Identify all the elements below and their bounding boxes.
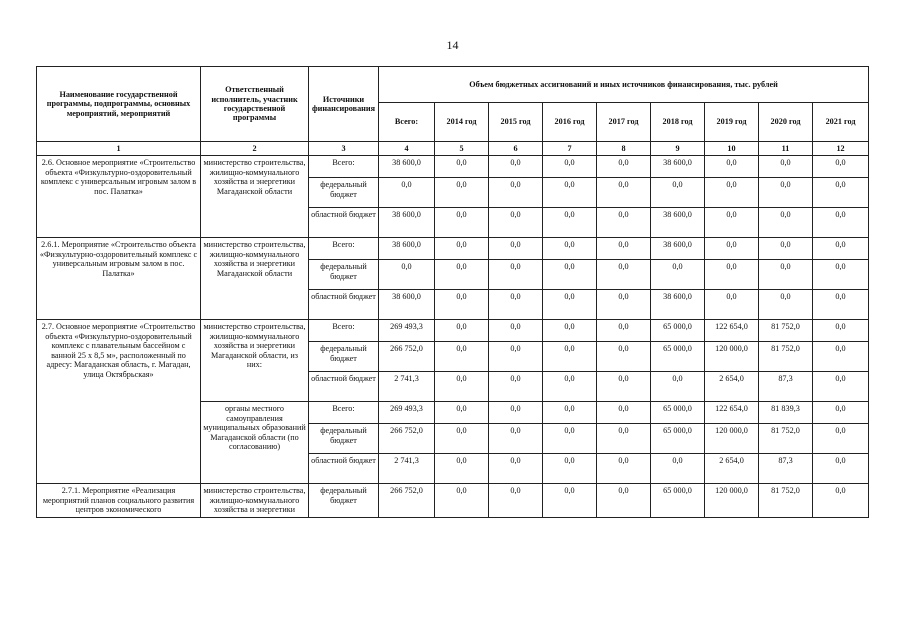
amount-cell: 0,0 xyxy=(813,424,869,454)
column-number: 7 xyxy=(543,142,597,156)
funding-source: федеральный бюджет xyxy=(309,424,379,454)
amount-cell: 0,0 xyxy=(597,290,651,320)
amount-cell: 65 000,0 xyxy=(651,424,705,454)
executor-name: министерство строительства, жилищно-коммунального хозяйства и энергетики Магаданской области xyxy=(201,238,309,320)
amount-cell: 0,0 xyxy=(543,402,597,424)
amount-cell: 0,0 xyxy=(813,260,869,290)
amount-cell: 0,0 xyxy=(597,238,651,260)
amount-cell: 0,0 xyxy=(543,260,597,290)
column-number: 12 xyxy=(813,142,869,156)
amount-cell: 269 493,3 xyxy=(379,402,435,424)
amount-cell: 0,0 xyxy=(489,208,543,238)
page-number: 14 xyxy=(446,38,459,52)
amount-cell: 0,0 xyxy=(813,290,869,320)
amount-cell: 0,0 xyxy=(489,342,543,372)
amount-cell: 269 493,3 xyxy=(379,320,435,342)
amount-cell: 0,0 xyxy=(597,178,651,208)
funding-source: Всего: xyxy=(309,402,379,424)
amount-cell: 0,0 xyxy=(597,156,651,178)
funding-source: Всего: xyxy=(309,238,379,260)
header-name: Наименование государственной программы, подпрограммы, основных мероприятий, мероприятий xyxy=(37,67,201,142)
amount-cell: 0,0 xyxy=(489,484,543,517)
amount-cell: 122 654,0 xyxy=(705,402,759,424)
amount-cell: 0,0 xyxy=(543,372,597,402)
funding-source: Всего: xyxy=(309,320,379,342)
column-number: 5 xyxy=(435,142,489,156)
amount-cell: 0,0 xyxy=(489,156,543,178)
column-number: 10 xyxy=(705,142,759,156)
funding-source: федеральный бюджет xyxy=(309,260,379,290)
activity-name: 2.7. Основное мероприятие «Строительство объекта «Физкультурно-оздоровительный комплекс с плавательным бассейном с ванной 25 х 8,5 м», расположенный по адресу: Магаданская область, г. Магадан, улица Октябрьская» xyxy=(37,320,201,484)
amount-cell: 0,0 xyxy=(543,424,597,454)
amount-cell: 0,0 xyxy=(759,156,813,178)
activity-name: 2.6. Основное мероприятие «Строительство объекта «Физкультурно-оздоровительный комплекс с универсальным игровым залом в пос. Палатка» xyxy=(37,156,201,238)
header-year: 2014 год xyxy=(435,103,489,142)
column-numbers-row xyxy=(37,142,869,156)
amount-cell: 2 654,0 xyxy=(705,454,759,484)
amount-cell: 0,0 xyxy=(651,372,705,402)
amount-cell: 0,0 xyxy=(489,424,543,454)
amount-cell: 0,0 xyxy=(435,290,489,320)
table-row xyxy=(37,484,869,517)
amount-cell: 38 600,0 xyxy=(379,208,435,238)
amount-cell: 81 752,0 xyxy=(759,424,813,454)
executor-name: министерство строительства, жилищно-коммунального хозяйства и энергетики xyxy=(201,484,309,517)
amount-cell: 0,0 xyxy=(813,484,869,517)
amount-cell: 0,0 xyxy=(489,260,543,290)
amount-cell: 0,0 xyxy=(489,372,543,402)
amount-cell: 0,0 xyxy=(489,320,543,342)
amount-cell: 81 752,0 xyxy=(759,484,813,517)
amount-cell: 65 000,0 xyxy=(651,320,705,342)
funding-source: областной бюджет xyxy=(309,290,379,320)
amount-cell: 0,0 xyxy=(379,178,435,208)
amount-cell: 0,0 xyxy=(543,342,597,372)
amount-cell: 0,0 xyxy=(543,178,597,208)
header-year: 2015 год xyxy=(489,103,543,142)
amount-cell: 87,3 xyxy=(759,454,813,484)
amount-cell: 0,0 xyxy=(597,320,651,342)
amount-cell: 0,0 xyxy=(759,208,813,238)
amount-cell: 38 600,0 xyxy=(651,208,705,238)
table-row xyxy=(37,320,869,342)
funding-source: областной бюджет xyxy=(309,454,379,484)
amount-cell: 0,0 xyxy=(705,156,759,178)
executor-name: министерство строительства, жилищно-коммунального хозяйства и энергетики Магаданской области xyxy=(201,156,309,238)
amount-cell: 0,0 xyxy=(489,238,543,260)
amount-cell: 266 752,0 xyxy=(379,484,435,517)
amount-cell: 2 654,0 xyxy=(705,372,759,402)
amount-cell: 81 752,0 xyxy=(759,320,813,342)
amount-cell: 0,0 xyxy=(651,454,705,484)
amount-cell: 120 000,0 xyxy=(705,424,759,454)
header-year: 2021 год xyxy=(813,103,869,142)
amount-cell: 0,0 xyxy=(813,320,869,342)
activity-name: 2.7.1. Мероприятие «Реализация мероприятий планов социального развития центров экономического xyxy=(37,484,201,517)
column-number: 6 xyxy=(489,142,543,156)
header-sources: Источники финансирования xyxy=(309,67,379,142)
amount-cell: 81 839,3 xyxy=(759,402,813,424)
amount-cell: 38 600,0 xyxy=(379,238,435,260)
budget-table xyxy=(36,66,869,518)
column-number: 8 xyxy=(597,142,651,156)
funding-source: Всего: xyxy=(309,156,379,178)
amount-cell: 87,3 xyxy=(759,372,813,402)
activity-name: 2.6.1. Мероприятие «Строительство объекта «Физкультурно-оздоровительный комплекс с универсальным игровым залом в пос. Палатка» xyxy=(37,238,201,320)
amount-cell: 0,0 xyxy=(597,208,651,238)
funding-source: федеральный бюджет xyxy=(309,342,379,372)
amount-cell: 0,0 xyxy=(543,454,597,484)
amount-cell: 0,0 xyxy=(597,484,651,517)
amount-cell: 0,0 xyxy=(489,178,543,208)
funding-source: областной бюджет xyxy=(309,372,379,402)
amount-cell: 65 000,0 xyxy=(651,342,705,372)
amount-cell: 38 600,0 xyxy=(379,290,435,320)
amount-cell: 0,0 xyxy=(759,238,813,260)
header-row xyxy=(37,67,869,103)
amount-cell: 0,0 xyxy=(597,342,651,372)
amount-cell: 0,0 xyxy=(543,484,597,517)
amount-cell: 0,0 xyxy=(705,290,759,320)
amount-cell: 38 600,0 xyxy=(379,156,435,178)
amount-cell: 0,0 xyxy=(543,156,597,178)
amount-cell: 2 741,3 xyxy=(379,454,435,484)
column-number: 11 xyxy=(759,142,813,156)
column-number: 3 xyxy=(309,142,379,156)
amount-cell: 0,0 xyxy=(489,290,543,320)
header-year: 2020 год xyxy=(759,103,813,142)
amount-cell: 0,0 xyxy=(435,484,489,517)
amount-cell: 0,0 xyxy=(435,238,489,260)
funding-source: федеральный бюджет xyxy=(309,484,379,517)
header-total: Всего: xyxy=(379,103,435,142)
amount-cell: 0,0 xyxy=(597,454,651,484)
amount-cell: 0,0 xyxy=(705,208,759,238)
funding-source: федеральный бюджет xyxy=(309,178,379,208)
amount-cell: 0,0 xyxy=(543,290,597,320)
amount-cell: 0,0 xyxy=(435,320,489,342)
amount-cell: 0,0 xyxy=(813,238,869,260)
amount-cell: 81 752,0 xyxy=(759,342,813,372)
amount-cell: 0,0 xyxy=(759,178,813,208)
amount-cell: 0,0 xyxy=(759,260,813,290)
header-year: 2018 год xyxy=(651,103,705,142)
amount-cell: 0,0 xyxy=(813,208,869,238)
amount-cell: 0,0 xyxy=(435,372,489,402)
amount-cell: 0,0 xyxy=(435,208,489,238)
amount-cell: 0,0 xyxy=(705,238,759,260)
amount-cell: 0,0 xyxy=(489,454,543,484)
amount-cell: 65 000,0 xyxy=(651,484,705,517)
amount-cell: 0,0 xyxy=(813,342,869,372)
amount-cell: 266 752,0 xyxy=(379,342,435,372)
column-number: 2 xyxy=(201,142,309,156)
header-executor: Ответственный исполнитель, участник государственной программы xyxy=(201,67,309,142)
amount-cell: 2 741,3 xyxy=(379,372,435,402)
amount-cell: 0,0 xyxy=(813,402,869,424)
amount-cell: 266 752,0 xyxy=(379,424,435,454)
amount-cell: 120 000,0 xyxy=(705,342,759,372)
amount-cell: 0,0 xyxy=(813,454,869,484)
amount-cell: 0,0 xyxy=(435,342,489,372)
amount-cell: 0,0 xyxy=(435,156,489,178)
amount-cell: 0,0 xyxy=(813,178,869,208)
amount-cell: 0,0 xyxy=(597,372,651,402)
amount-cell: 0,0 xyxy=(651,178,705,208)
amount-cell: 0,0 xyxy=(705,260,759,290)
amount-cell: 38 600,0 xyxy=(651,238,705,260)
column-number: 9 xyxy=(651,142,705,156)
amount-cell: 0,0 xyxy=(543,238,597,260)
amount-cell: 122 654,0 xyxy=(705,320,759,342)
amount-cell: 0,0 xyxy=(435,424,489,454)
amount-cell: 0,0 xyxy=(705,178,759,208)
amount-cell: 38 600,0 xyxy=(651,156,705,178)
header-volume: Объем бюджетных ассигнований и иных источников финансирования, тыс. рублей xyxy=(379,67,869,103)
amount-cell: 0,0 xyxy=(379,260,435,290)
amount-cell: 0,0 xyxy=(651,260,705,290)
amount-cell: 0,0 xyxy=(543,208,597,238)
amount-cell: 0,0 xyxy=(435,260,489,290)
header-year: 2016 год xyxy=(543,103,597,142)
executor-name: органы местного самоуправления муниципальных образований Магаданской области (по согласованию) xyxy=(201,402,309,484)
amount-cell: 38 600,0 xyxy=(651,290,705,320)
amount-cell: 0,0 xyxy=(543,320,597,342)
header-year: 2017 год xyxy=(597,103,651,142)
amount-cell: 0,0 xyxy=(759,290,813,320)
amount-cell: 0,0 xyxy=(435,402,489,424)
executor-name: министерство строительства, жилищно-коммунального хозяйства и энергетики Магаданской области, из них: xyxy=(201,320,309,402)
amount-cell: 0,0 xyxy=(597,402,651,424)
header-year: 2019 год xyxy=(705,103,759,142)
column-number: 4 xyxy=(379,142,435,156)
amount-cell: 65 000,0 xyxy=(651,402,705,424)
amount-cell: 120 000,0 xyxy=(705,484,759,517)
amount-cell: 0,0 xyxy=(435,454,489,484)
funding-source: областной бюджет xyxy=(309,208,379,238)
amount-cell: 0,0 xyxy=(489,402,543,424)
amount-cell: 0,0 xyxy=(813,156,869,178)
table-row xyxy=(37,238,869,260)
amount-cell: 0,0 xyxy=(597,260,651,290)
column-number: 1 xyxy=(37,142,201,156)
amount-cell: 0,0 xyxy=(813,372,869,402)
table-row xyxy=(37,156,869,178)
amount-cell: 0,0 xyxy=(435,178,489,208)
amount-cell: 0,0 xyxy=(597,424,651,454)
